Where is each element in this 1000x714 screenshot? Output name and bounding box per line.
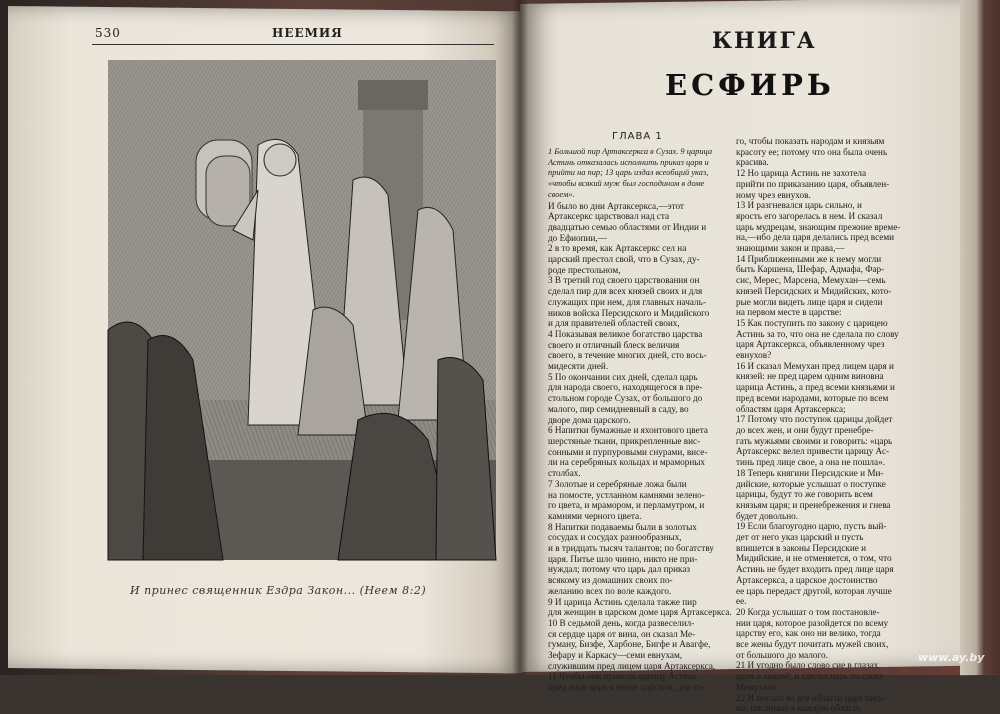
book-label: КНИГА [712, 28, 817, 54]
text-line: дет от него указ царский и пусть [736, 532, 864, 543]
text-line: царь мудрецам, знающим прежние време- [736, 221, 901, 232]
text-line: князьям царя; и пренебрежения и гнева [736, 499, 891, 510]
text-line: своего и отличный блеск величия [548, 339, 680, 350]
text-line: сделал пир для всех князей своих и для [548, 286, 703, 297]
text-line: Астинь за то, что она не сделала по слову [736, 328, 899, 339]
engraving-illustration [108, 60, 496, 560]
text-line: гуману, Бизфе, Харбоне, Бигфе и Авагфе, [548, 639, 711, 650]
text-line: евнухов? [736, 350, 772, 361]
page-edges [960, 0, 1000, 675]
text-line: и для правителей областей своих, [548, 318, 680, 329]
text-line: на,—ибо дела царя делались пред всеми [736, 232, 895, 243]
text-line: мидесяти дней. [548, 361, 609, 372]
text-line: 12 Но царица Астинь не захотела [736, 168, 867, 179]
text-line: своего, в течение многих дней, сто вось- [548, 350, 707, 361]
text-line: будет довольно. [736, 510, 799, 521]
text-line: пред лице царя в венце царском, для то- [548, 682, 705, 693]
text-line: на помосте, устланном камнями зелено- [548, 489, 705, 500]
text-line: быть Каршена, Шефар, Адмафа, Фар- [736, 264, 885, 275]
text-line: все жены будут почитать мужей своих, [736, 639, 889, 650]
text-line: рые могли видеть лице царя и сидели [736, 296, 883, 307]
text-line: областям царя Артаксеркса; [736, 403, 846, 414]
running-title: НЕЕМИЯ [272, 26, 343, 40]
text-line: знающими закон и права,— [736, 243, 845, 254]
text-line: 16 И сказал Мемухан пред лицем царя и [736, 360, 894, 371]
text-line: гать мужьями своими и говорить: «царь [736, 435, 893, 446]
text-line: нуждал; потому что царь дал приказ [548, 564, 691, 575]
text-line: ее царь передаст другой, которая лучше [736, 585, 892, 596]
text-line: дийские, которые услышат о поступке [736, 478, 886, 489]
text-line: 17 Потому что поступок царицы дойдет [736, 414, 893, 425]
text-line: царица Астинь, а пред всеми князьями и [736, 382, 895, 393]
text-line: ее. [736, 596, 747, 607]
text-line: сосудах и сосудах разнообразных, [548, 532, 682, 543]
text-line: 11 Чтобы они привели царицу Астинь [548, 671, 697, 682]
text-line: го, чтобы показать народам и князьям [736, 136, 885, 146]
text-line: князей Персидских и Мидийских, кото- [736, 285, 892, 296]
text-line: «чтобы всякий муж был господином в доме [548, 179, 705, 189]
text-line: царя. Питье шло чинно, никто не при- [548, 553, 698, 564]
text-line: 14 Приближенными же к нему могли [736, 253, 882, 264]
text-line: ся сердце царя от вина, он сказал Ме- [548, 628, 696, 639]
book-title: ЕСФИРЬ [665, 68, 835, 102]
text-line: Астинь не будет входить пред лице царя [736, 564, 894, 575]
text-line: малого, пир семидневный в саду, во [548, 403, 689, 414]
text-line: 20 Когда услышат о том постановле- [736, 606, 880, 617]
text-line: стольном городе Сузах, от большого до [548, 393, 703, 404]
text-line: 22 И послал во все области царя пись- [736, 692, 887, 703]
book-gutter [512, 0, 528, 675]
text-line: ярость его загорелась в нем. И сказал [736, 210, 883, 221]
text-line: 13 И разгневался царь сильно, и [736, 200, 862, 211]
text-line: царству его, как оно ни велико, тогда [736, 628, 881, 639]
text-line: служащих при нем, для главных началь- [548, 296, 706, 307]
text-line: служившим пред лицем царя Артаксеркса, [548, 660, 716, 671]
text-line: Артаксеркс велел привести царицу Ас- [736, 446, 890, 457]
text-line: 6 Напитки бумажные и яхонтового цвета [548, 425, 708, 436]
text-line: 1 Большой пир Артаксеркса в Сузах. 9 царица [548, 147, 713, 156]
text-line: пред всеми народами, которые по всем [736, 392, 889, 403]
text-line: 3 В третий год своего царствования он [548, 275, 700, 286]
text-line: 5 По окончании сих дней, сделал царь [548, 371, 698, 382]
text-line: для женщин в царском доме царя Артаксеркса. [548, 607, 732, 618]
text-line: на первом месте в царстве: [736, 307, 842, 318]
text-line: ников войска Персидского и Мидийского [548, 307, 710, 318]
text-line: 9 И царица Астинь сделала также пир [548, 596, 697, 607]
text-line: тинь пред лице свое, а она не пошла». [736, 457, 885, 468]
text-line: Артаксеркс царствовал над ста [548, 211, 670, 222]
text-line: царицы, будут то же говорить всем [736, 489, 873, 500]
text-line: камнями черного цвета. [548, 510, 642, 521]
text-line: красоту ее; потому что она была очень [736, 146, 888, 157]
text-line: и в тридцать тысяч талантов; по богатству [548, 543, 714, 554]
text-column-left [548, 147, 732, 693]
text-line: Артаксеркса, а царское достоинство [736, 574, 878, 585]
text-line: 18 Теперь княгини Персидские и Ми- [736, 467, 884, 478]
text-line: 4 Показывая великое богатство царства [548, 328, 703, 339]
text-line: прийти по приказанию царя, объявлен- [736, 178, 890, 189]
text-line: для народа своего, находящегося в пре- [548, 382, 703, 393]
engraving-drawing [108, 60, 496, 560]
text-line: сис, Мерес, Марсена, Мемухан—семь [736, 275, 886, 286]
text-line: Мидийские, и не отменяется, о том, что [736, 553, 892, 564]
text-line: 15 Как поступить по закону с царицею [736, 317, 888, 328]
text-line: сонными и пурпуровыми снурами, висе- [548, 446, 708, 457]
text-line: дворе дома царского. [548, 414, 631, 425]
text-line: столбах. [548, 468, 581, 479]
text-line: двадцатью семью областями от Индии и [548, 221, 707, 232]
text-line: го цвета, и мрамором, и перламутром, и [548, 500, 705, 511]
text-line: 19 Если благоугодно царю, пусть вый- [736, 521, 887, 532]
text-line: прийти на пир; 13 царь издал всеобщий указ, [548, 168, 709, 178]
text-line: нии царя, которое разойдется по всему [736, 617, 889, 628]
text-line: желанию всех по воле каждого. [548, 585, 672, 596]
page-number: 530 [95, 26, 121, 40]
text-line: до Ефиопии,— [548, 232, 607, 243]
text-column-right [736, 136, 914, 714]
text-line: 21 И угодно было слово сие в глазах [736, 660, 879, 671]
text-line: от большого до малого. [736, 649, 828, 660]
text-line: царя и князей; и сделал царь по слову [736, 671, 884, 682]
text-line: до всех жен, и они будут пренебре- [736, 424, 874, 435]
text-line: красива. [736, 157, 769, 168]
illustration-caption: И принес священник Ездра Закон... (Неем 8:2) [130, 584, 427, 597]
text-line: царский престол свой, что в Сузах, ду- [548, 254, 700, 265]
watermark: www.ay.by [918, 651, 985, 664]
text-line: шерстяные ткани, прикрепленные вис- [548, 435, 701, 446]
text-line: Мемухана. [736, 681, 779, 692]
text-line: всякому из домашних своих по- [548, 575, 673, 586]
text-line: Астинь отказалась исполнить приказ царя и [548, 157, 709, 167]
text-line: ному чрез евнухов. [736, 189, 811, 200]
text-line: князей: не пред царем одним виновна [736, 371, 884, 382]
chapter-title: ГЛАВА 1 [612, 131, 663, 142]
text-line: впишется в законы Персидские и [736, 542, 867, 553]
text-line: ма, писанные в каждую область [736, 703, 861, 714]
text-line: ли на серебряных кольцах и мраморных [548, 457, 706, 468]
text-line: Зефару и Каркасу—семи евнухам, [548, 650, 683, 661]
text-line: роде престольном, [548, 264, 621, 275]
text-line: своем». [548, 189, 575, 199]
text-line: 2 в то время, как Артаксеркс сел на [548, 243, 687, 254]
text-line: И было во дни Артаксеркса,—этот [548, 200, 684, 211]
text-line: 10 В седьмой день, когда развеселил- [548, 617, 695, 628]
text-line: 8 Напитки подаваемы были в золотых [548, 521, 697, 532]
header-rule [92, 44, 494, 45]
text-line: 7 Золотые и серебряные ложа были [548, 478, 687, 489]
text-line: царя Артаксеркса, объявленному чрез [736, 339, 885, 350]
